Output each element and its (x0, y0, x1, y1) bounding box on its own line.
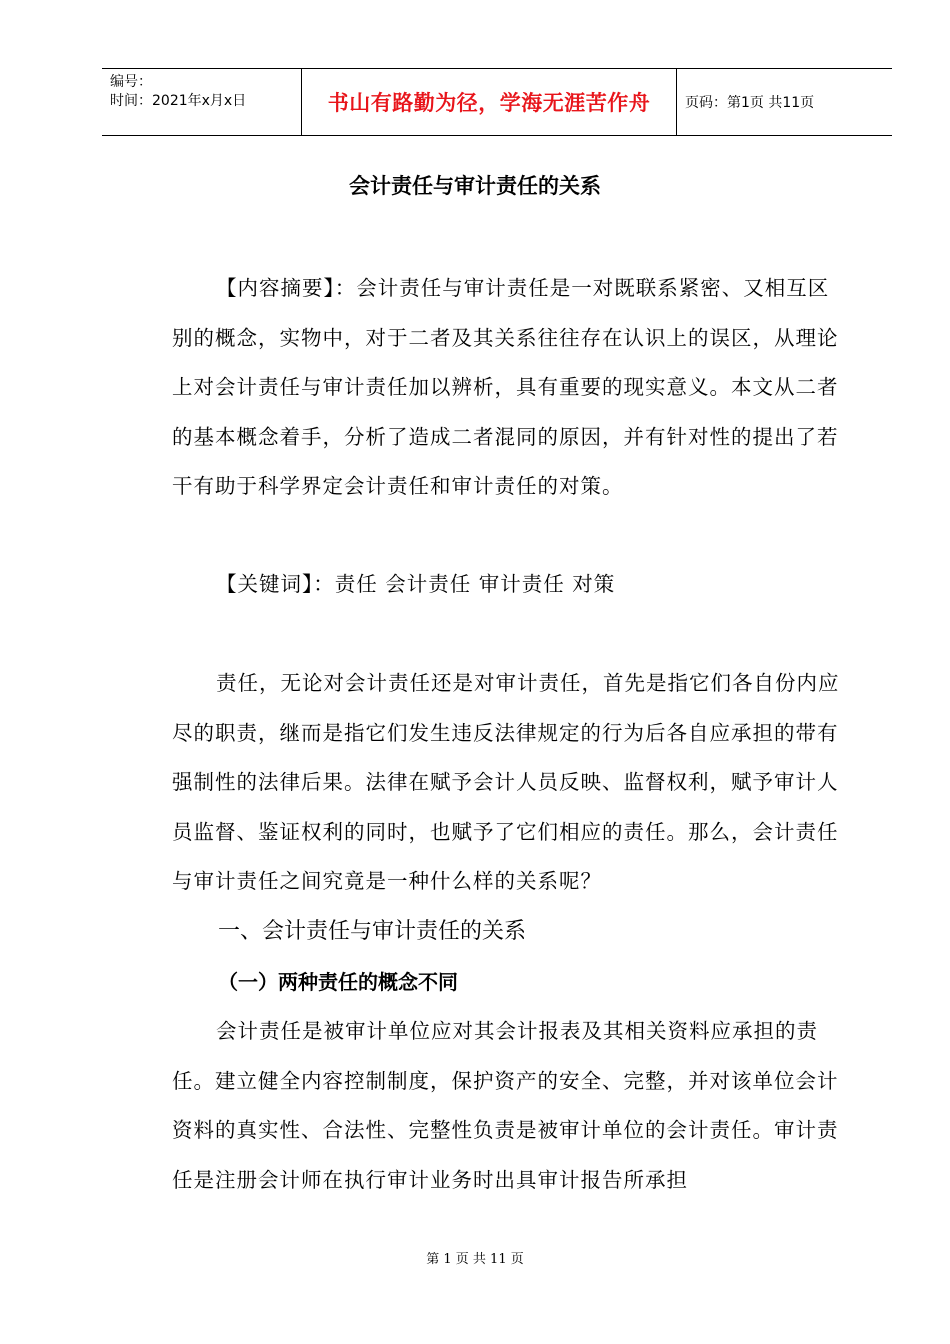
abstract-text: 【内容摘要】：会计责任与审计责任是一对既联系紧密、又相互区别的概念，实物中，对于二者及其关系往往存在认识上的误区，从理论上对会计责任与审计责任加以辨析，具有重要的现实意义。本文从二者的基本概念着手，分析了造成二者混同的原因，并有针对性的提出了若干有助于科学界定会计责任和审计责任的对策。 (172, 276, 839, 498)
date-label: 时间：2021年x月x日 (110, 93, 247, 109)
page-footer: 第 1 页 共 11 页 (426, 1252, 524, 1267)
header-motto: 书山有路勤为径，学海无涯苦作舟 (302, 69, 677, 135)
keywords-text: 【关键词】：责任 会计责任 审计责任 对策 (216, 572, 616, 596)
keywords-paragraph (172, 560, 842, 610)
header-page-label: 页码：第1页 共11页 (685, 95, 815, 111)
document-title: 会计责任与审计责任的关系 (349, 174, 601, 198)
section-1-1-heading: （一）两种责任的概念不同 (218, 970, 458, 994)
page-header (102, 68, 892, 136)
header-info-cell (102, 69, 302, 135)
number-label: 编号： (110, 74, 152, 90)
intro-text: 责任，无论对会计责任还是对审计责任，首先是指它们各自份内应尽的职责，继而是指它们发生违反法律规定的行为后各自应承担的带有强制性的法律后果。法律在赋予会计人员反映、监督权利，赋予审计人员监督、鉴证权利的同时，也赋予了它们相应的责任。那么，会计责任与审计责任之间究竟是一种什么样的关系呢？ (172, 671, 840, 893)
abstract-paragraph (172, 264, 842, 512)
section-1-1-text: 会计责任是被审计单位应对其会计报表及其相关资料应承担的责任。建立健全内容控制制度，保护资产的安全、完整，并对该单位会计资料的真实性、合法性、完整性负责是被审计单位的会计责任。审计责任是注册会计师在执行审计业务时出具审计报告所承担 (172, 1019, 839, 1192)
section-1-1-paragraph (172, 1007, 842, 1205)
section-1-heading: 一、会计责任与审计责任的关系 (218, 919, 527, 944)
intro-paragraph (172, 659, 842, 907)
